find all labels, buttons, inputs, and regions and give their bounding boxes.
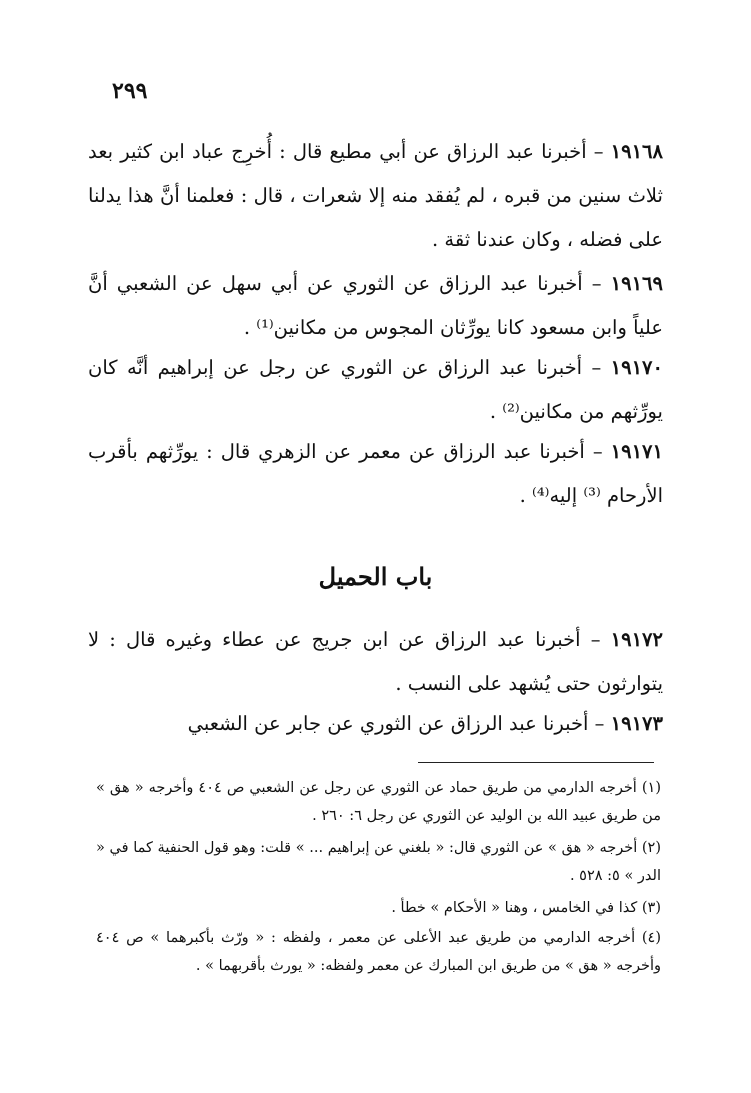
hadith-number: ١٩١٧١ (610, 440, 663, 463)
hadith-paragraph-19172 (88, 618, 663, 706)
footnote-divider (418, 762, 654, 763)
hadith-number: ١٩١٧٣ (610, 712, 663, 735)
footnote-4: (٤) أخرجه الدارمي من طريق عبد الأعلى عن معمر ، ولفظه : « ورّث بأكبرهما » ص ٤٠٤ وأخرجه « هق » من طريق ابن المبارك عن معمر ولفظه: « يورث بأقربهما » . (96, 930, 661, 974)
footnote-3: (٣) كذا في الخامس ، وهنا « الأحكام » خطأ . (391, 900, 661, 916)
hadith-text: – أخبرنا عبد الرزاق عن الثوري عن رجل عن إبراهيم أنَّه كان يورِّثهم من مكانين⁽²⁾ . (88, 356, 663, 423)
hadith-paragraph-19171 (88, 430, 663, 518)
hadith-paragraph-19169 (88, 262, 663, 350)
hadith-text: – أخبرنا عبد الرزاق عن الثوري عن أبي سهل عن الشعبي أنَّ علياً وابن مسعود كانا يورِّثان المجوس من مكانين⁽¹⁾ . (88, 272, 663, 339)
hadith-paragraph-19170 (88, 346, 663, 434)
hadith-paragraph-19173 (88, 702, 663, 746)
hadith-text: – أخبرنا عبد الرزاق عن الثوري عن جابر عن الشعبي (187, 712, 611, 735)
section-title: باب الحميل (318, 562, 433, 591)
hadith-text: – أخبرنا عبد الرزاق عن أبي مطيع قال : أُخرِج عباد ابن كثير بعد ثلاث سنين من قبره ، لم يُفقد منه إلا شعرات ، قال : فعلمنا أنَّ هذا يدلنا على فضله ، وكان عندنا ثقة . (88, 140, 663, 251)
hadith-number: ١٩١٧٢ (610, 628, 663, 651)
hadith-text: – أخبرنا عبد الرزاق عن معمر عن الزهري قال : يورِّثهم بأقرب الأرحام ⁽³⁾ إليه⁽⁴⁾ . (88, 440, 663, 507)
hadith-number: ١٩١٦٨ (610, 140, 663, 163)
footnote-2: (٢) أخرجه « هق » عن الثوري قال: « بلغني عن إبراهيم ... » قلت: وهو قول الحنفية كما في « الدر » ٥: ٥٢٨ . (96, 840, 661, 884)
hadith-number: ١٩١٧٠ (610, 356, 663, 379)
hadith-number: ١٩١٦٩ (610, 272, 663, 295)
hadith-text: – أخبرنا عبد الرزاق عن ابن جريج عن عطاء وغيره قال : لا يتوارثون حتى يُشهد على النسب . (88, 628, 663, 695)
footnote-1: (١) أخرجه الدارمي من طريق حماد عن الثوري عن رجل عن الشعبي ص ٤٠٤ وأخرجه « هق » من طريق عبيد الله بن الوليد عن الثوري عن رجل ٦: ٢٦٠ . (96, 780, 661, 824)
hadith-paragraph-19168 (88, 130, 663, 262)
page-number: ٢٩٩ (112, 78, 148, 104)
